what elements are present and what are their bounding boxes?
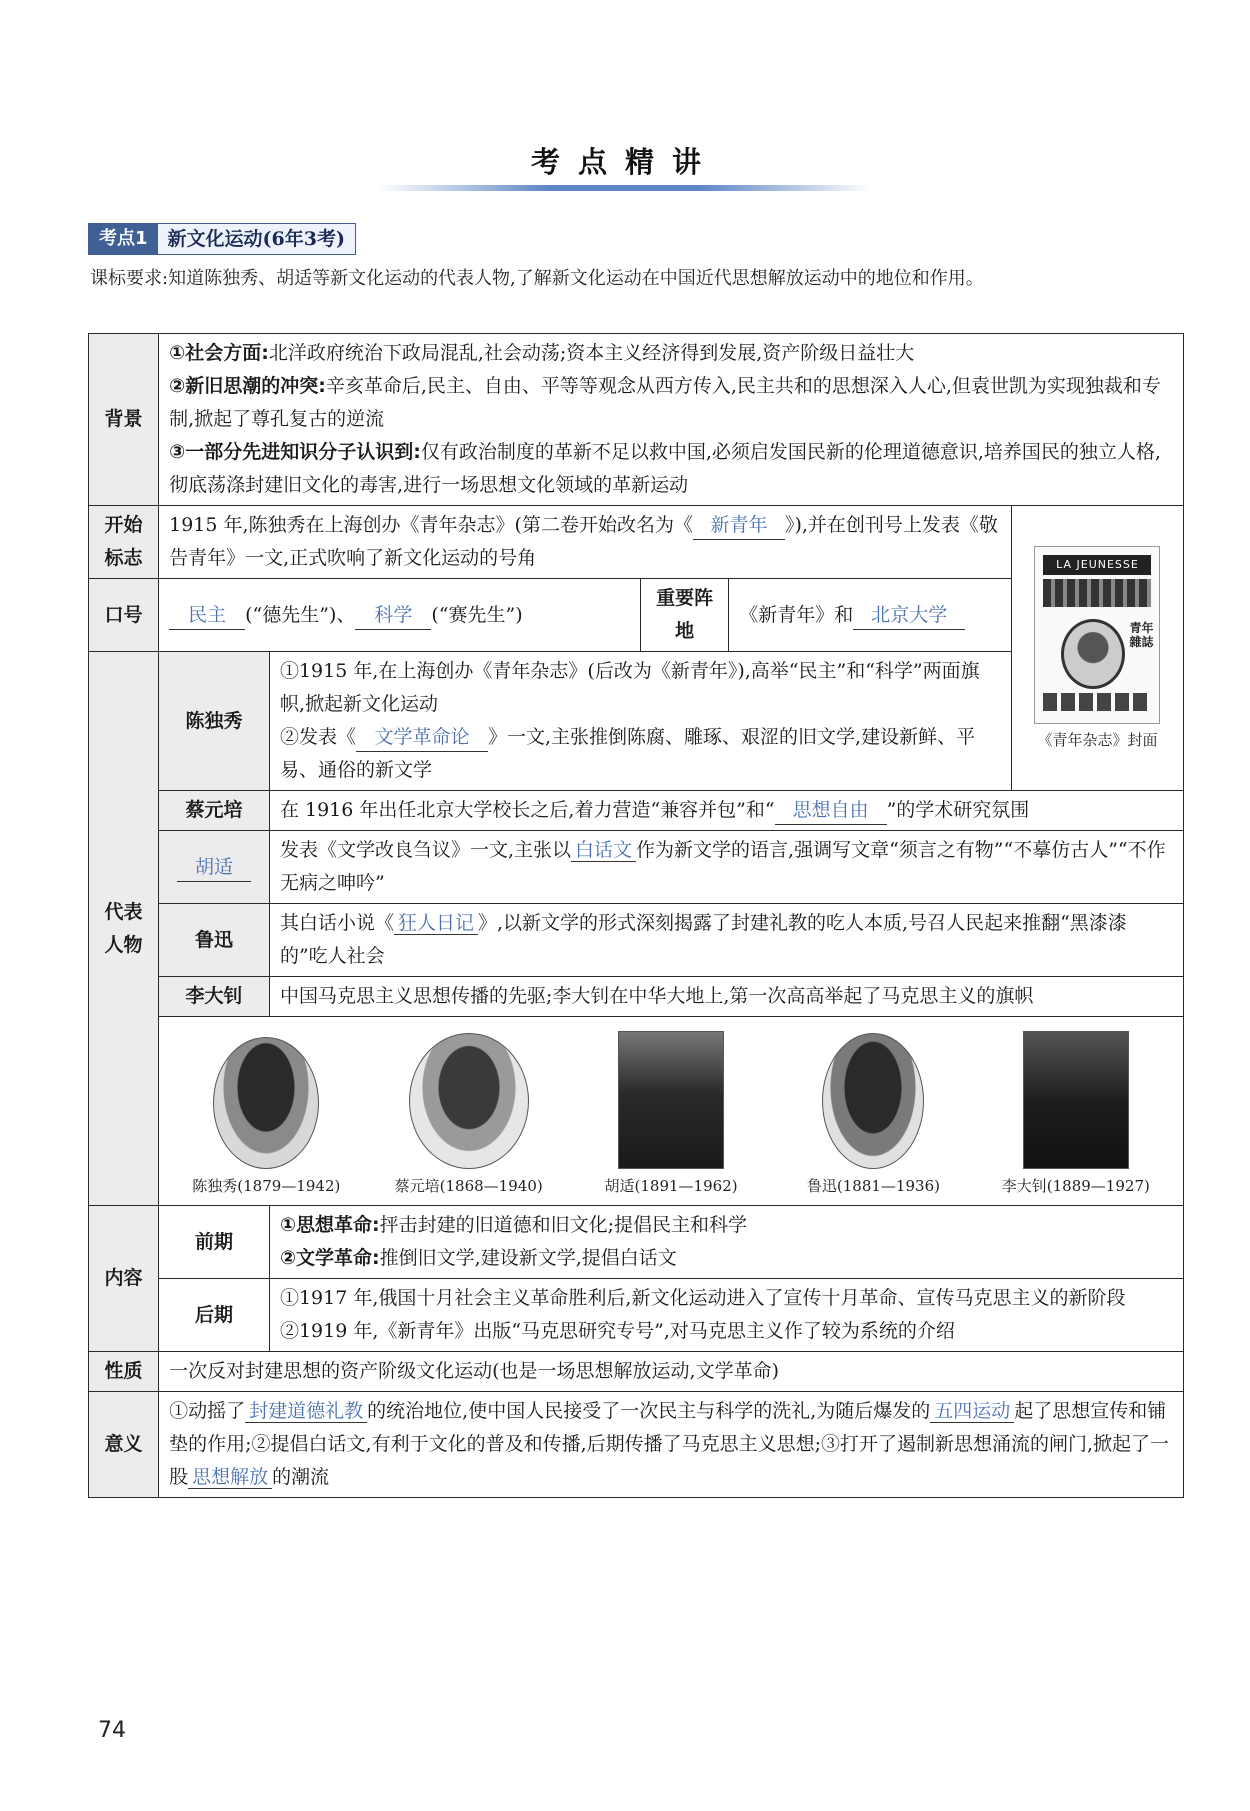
magazine-bottom-graphic	[1043, 693, 1151, 711]
magazine-portrait-graphic	[1061, 619, 1125, 689]
background-content	[159, 334, 1184, 506]
answer-blank: 科学	[355, 601, 431, 630]
portraits-row	[89, 1017, 1184, 1206]
figure-name: 蔡元培	[159, 791, 270, 831]
portrait-chen	[166, 1037, 366, 1197]
magazine-caption: 《青年杂志》封面	[1037, 731, 1158, 749]
topic-tag: 考点1	[89, 224, 158, 254]
background-item: ①社会方面:北洋政府统治下政局混乱,社会动荡;资本主义经济得到发展,资产阶级日益壮大	[169, 342, 915, 364]
portrait-photo	[822, 1033, 924, 1169]
answer-blank: 白话文	[571, 839, 636, 862]
answer-blank: 胡适	[177, 853, 251, 882]
portraits-cell	[159, 1017, 1184, 1206]
content-late-row	[89, 1279, 1184, 1352]
figure-desc: 中国马克思主义思想传播的先驱;李大钊在中华大地上,第一次高高举起了马克思主义的旗帜	[269, 977, 1183, 1017]
content-label: 内容	[89, 1206, 159, 1352]
answer-blank: 思想自由	[775, 796, 887, 825]
magazine-title-text: LA JEUNESSE	[1043, 555, 1151, 575]
portrait-caption: 鲁迅(1881—1936)	[806, 1177, 940, 1195]
portrait-caption: 李大钊(1889—1927)	[1001, 1177, 1150, 1195]
portrait-hu	[571, 1031, 771, 1197]
portrait-photo	[618, 1031, 724, 1169]
figure-name: 鲁迅	[159, 904, 270, 977]
answer-blank: 封建道德礼教	[245, 1400, 367, 1423]
portrait-caption: 胡适(1891—1962)	[604, 1177, 738, 1195]
base-label: 重要阵地	[640, 579, 728, 652]
figure-name-blank	[159, 831, 270, 904]
answer-blank: 新青年	[693, 511, 785, 540]
nature-row	[89, 1352, 1184, 1392]
slogan-content: 民主 (“德先生”)、 科学 (“赛先生”)	[159, 579, 641, 652]
background-item: ②新旧思潮的冲突:辛亥革命后,民主、自由、平等等观念从西方传入,民主共和的思想深入人心,但袁世凯为实现独裁和专制,掀起了尊孔复古的逆流	[169, 375, 1161, 430]
portrait-lu	[773, 1033, 973, 1197]
topic-header	[88, 223, 356, 255]
page-title: 考点精讲	[530, 145, 719, 179]
content-early-desc: ①思想革命:抨击封建的旧道德和旧文化;提倡民主和科学 ②文学革命:推倒旧文学,建设新文学,提倡白话文	[269, 1206, 1183, 1279]
content-late-label: 后期	[159, 1279, 270, 1352]
figure-desc: 其白话小说《 狂人日记 》,以新文学的形式深刻揭露了封建礼教的吃人本质,号召人民起来推翻“黑漆漆的”吃人社会	[269, 904, 1183, 977]
answer-blank: 狂人日记	[394, 912, 478, 935]
answer-blank: 思想解放	[188, 1466, 272, 1489]
content-early-row	[89, 1206, 1184, 1279]
portrait-caption: 蔡元培(1868—1940)	[394, 1177, 543, 1195]
portrait-cai	[369, 1033, 569, 1197]
title-underline	[378, 185, 872, 191]
answer-blank: 北京大学	[853, 601, 965, 630]
answer-blank: 文学革命论	[356, 723, 488, 752]
figure-row-lu	[89, 904, 1184, 977]
base-content: 《新青年》和 北京大学	[729, 579, 1012, 652]
slogan-label: 口号	[89, 579, 159, 652]
curriculum-requirement: 课标要求:知道陈独秀、胡适等新文化运动的代表人物,了解新文化运动在中国近代思想解放运动中的地位和作用。	[90, 268, 984, 289]
page-number: 74	[98, 1718, 126, 1743]
nature-content: 一次反对封建思想的资产阶级文化运动(也是一场思想解放运动,文学革命)	[159, 1352, 1184, 1392]
significance-label: 意义	[89, 1392, 159, 1498]
answer-blank: 五四运动	[930, 1400, 1014, 1423]
significance-content: ①动摇了 封建道德礼教 的统治地位,使中国人民接受了一次民主与科学的洗礼,为随后爆发的 五四运动 起了思想宣传和铺垫的作用;②提倡白话文,有利于文化的普及和传播,后期传播了马克思主义思想;③打开了遏制新思想涌流的闸门,掀起了一股 思想解放 的潮流	[159, 1392, 1184, 1498]
answer-blank: 民主	[169, 601, 245, 630]
figure-name: 陈独秀	[159, 652, 270, 791]
figure-name: 李大钊	[159, 977, 270, 1017]
magazine-cover-cell	[1011, 506, 1183, 791]
figure-row-hu	[89, 831, 1184, 904]
significance-row	[89, 1392, 1184, 1498]
topic-title: 新文化运动(6年3考)	[158, 224, 355, 254]
magazine-cn-title: 青年雜誌	[1129, 621, 1154, 649]
figure-row-cai	[89, 791, 1184, 831]
portrait-li	[976, 1031, 1176, 1197]
content-early-label: 前期	[159, 1206, 270, 1279]
content-late-desc: ①1917 年,俄国十月社会主义革命胜利后,新文化运动进入了宣传十月革命、宣传马克思主义的新阶段 ②1919 年,《新青年》出版“马克思研究专号”,对马克思主义作了较为系统的介绍	[269, 1279, 1183, 1352]
figure-desc: 发表《文学改良刍议》一文,主张以 白话文 作为新文学的语言,强调写文章“须言之有物”“不摹仿古人”“不作无病之呻吟”	[269, 831, 1183, 904]
knowledge-table	[88, 333, 1184, 1498]
magazine-cover-image	[1034, 546, 1160, 724]
background-label: 背景	[89, 334, 159, 506]
nature-label: 性质	[89, 1352, 159, 1392]
portrait-caption: 陈独秀(1879—1942)	[192, 1177, 341, 1195]
start-row	[89, 506, 1184, 579]
portrait-photo	[213, 1037, 319, 1169]
figures-label: 代表人物	[89, 652, 159, 1206]
start-content: 1915 年,陈独秀在上海创办《青年杂志》(第二卷开始改名为《 新青年 》),并在创刊号上发表《敬告青年》一文,正式吹响了新文化运动的号角	[159, 506, 1012, 579]
figure-desc: 在 1916 年出任北京大学校长之后,着力营造“兼容并包”和“ 思想自由 ”的学术研究氛围	[269, 791, 1183, 831]
portrait-photo	[1023, 1031, 1129, 1169]
background-item: ③一部分先进知识分子认识到:仅有政治制度的革新不足以救中国,必须启发国民新的伦理道德意识,培养国民的独立人格,彻底荡涤封建旧文化的毒害,进行一场思想文化领域的革新运动	[169, 441, 1161, 496]
magazine-crowd-graphic	[1043, 579, 1151, 607]
background-row	[89, 334, 1184, 506]
start-label: 开始标志	[89, 506, 159, 579]
figure-row-li	[89, 977, 1184, 1017]
portrait-gallery	[165, 1021, 1177, 1201]
figure-desc: ①1915 年,在上海创办《青年杂志》(后改为《新青年》),高举“民主”和“科学”两面旗帜,掀起新文化运动 ②发表《 文学革命论 》一文,主张推倒陈腐、雕琢、艰涩的旧文学,建设新鲜、平易、通俗的新文学	[269, 652, 1011, 791]
portrait-photo	[409, 1033, 529, 1169]
